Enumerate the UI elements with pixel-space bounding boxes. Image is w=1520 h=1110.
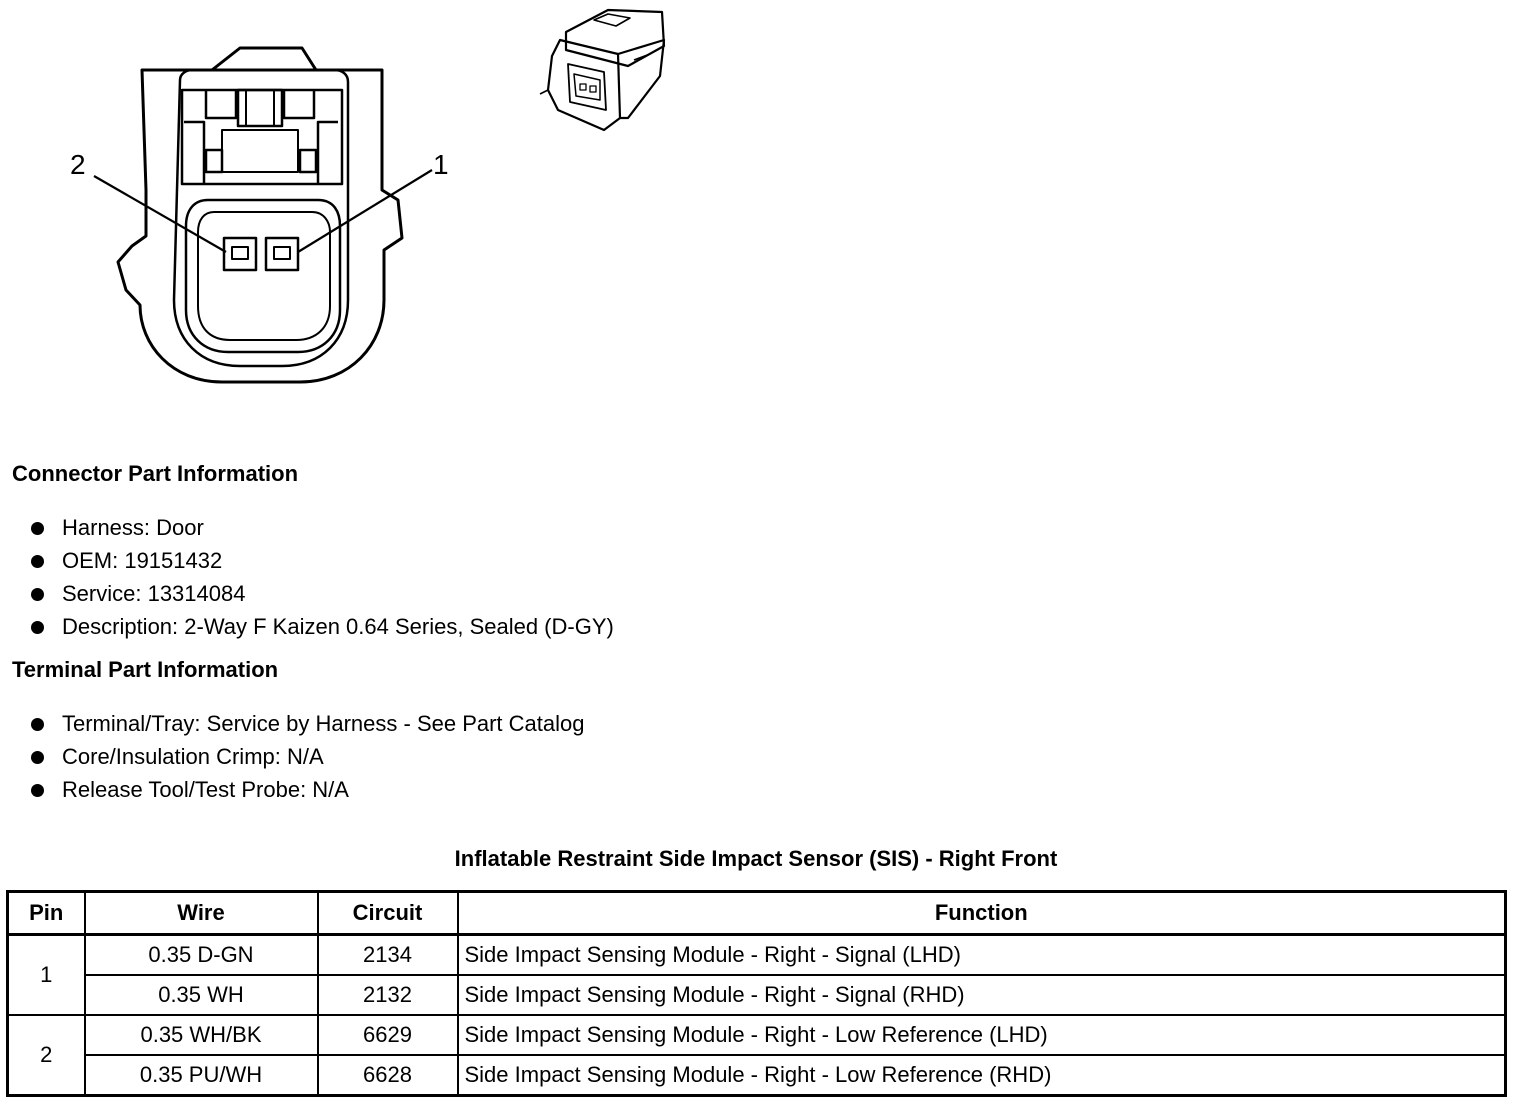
list-item: Terminal/Tray: Service by Harness - See Part Catalog <box>0 710 585 743</box>
list-item: Description: 2-Way F Kaizen 0.64 Series, Sealed (D-GY) <box>0 613 614 646</box>
header-wire: Wire <box>85 892 318 935</box>
function-cell: Side Impact Sensing Module - Right - Low Reference (RHD) <box>458 1055 1506 1096</box>
table-row <box>8 975 1506 1015</box>
function-cell: Side Impact Sensing Module - Right - Signal (LHD) <box>458 935 1506 976</box>
terminal-2 <box>224 238 256 270</box>
pin-cell: 1 <box>8 935 85 1016</box>
function-cell: Side Impact Sensing Module - Right - Signal (RHD) <box>458 975 1506 1015</box>
list-item: Harness: Door <box>0 514 614 547</box>
wire-cell: 0.35 WH <box>85 975 318 1015</box>
pin-cell: 2 <box>8 1015 85 1096</box>
terminal-1 <box>266 238 298 270</box>
circuit-cell: 6628 <box>318 1055 458 1096</box>
table-header-row <box>8 892 1506 935</box>
table-row <box>8 1015 1506 1055</box>
wire-cell: 0.35 PU/WH <box>85 1055 318 1096</box>
table-row <box>8 1055 1506 1096</box>
terminal-info-title: Terminal Part Information <box>12 657 279 682</box>
header-circuit: Circuit <box>318 892 458 935</box>
wire-cell: 0.35 WH/BK <box>85 1015 318 1055</box>
wire-cell: 0.35 D-GN <box>85 935 318 976</box>
circuit-cell: 2134 <box>318 935 458 976</box>
callout-pin-2: 2 <box>70 149 86 180</box>
list-item: Core/Insulation Crimp: N/A <box>0 743 585 776</box>
table-title: Inflatable Restraint Side Impact Sensor (SIS) - Right Front <box>454 846 1058 871</box>
circuit-cell: 2132 <box>318 975 458 1015</box>
header-function: Function <box>458 892 1506 935</box>
circuit-cell: 6629 <box>318 1015 458 1055</box>
connector-info-list <box>0 514 614 646</box>
connector-housing <box>118 70 402 382</box>
terminal-info-list <box>0 710 585 809</box>
connector-diagram <box>0 0 760 420</box>
pinout-table <box>6 890 1507 1097</box>
connector-info-title: Connector Part Information <box>12 461 299 486</box>
function-cell: Side Impact Sensing Module - Right - Low Reference (LHD) <box>458 1015 1506 1055</box>
connector-3d-view <box>540 10 664 130</box>
list-item: OEM: 19151432 <box>0 547 614 580</box>
list-item: Service: 13314084 <box>0 580 614 613</box>
callout-pin-1: 1 <box>433 149 449 180</box>
list-item: Release Tool/Test Probe: N/A <box>0 776 585 809</box>
table-row <box>8 935 1506 976</box>
header-pin: Pin <box>8 892 85 935</box>
